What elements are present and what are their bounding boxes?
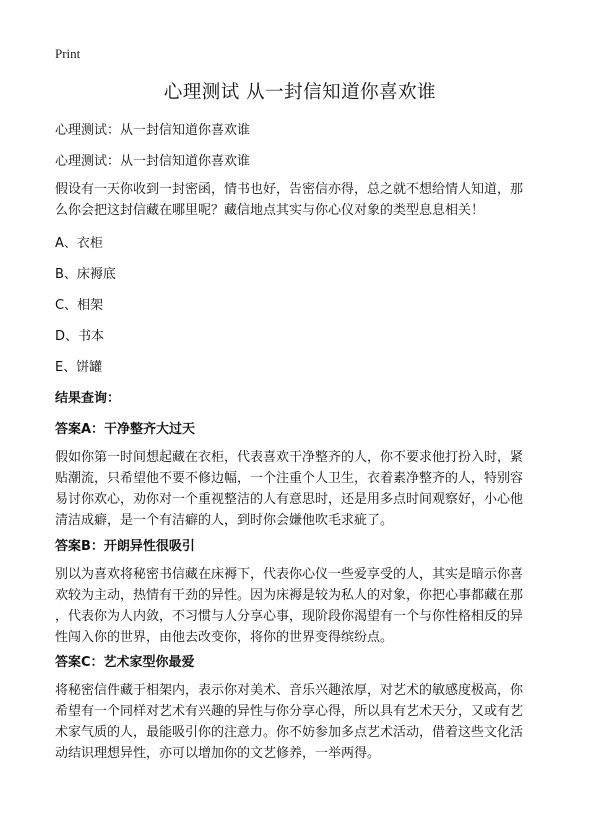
paragraph-line: 动结识理想异性，亦可以增加你的文艺修养，一举两得。 xyxy=(55,746,381,761)
paragraph-line: 假如你第一时间想起藏在衣柜，代表喜欢干净整齐的人，你不要求他打扮入时，紧 xyxy=(55,450,524,465)
print-link[interactable]: Print xyxy=(55,46,81,61)
results-heading: 结果查询： xyxy=(55,391,121,406)
answer-c-heading: 答案C：艺术家型你最爱 xyxy=(55,655,195,670)
paragraph-line: 贴潮流，只希望他不要不修边幅，一个注重个人卫生，衣着素净整齐的人，特别容 xyxy=(55,471,524,486)
answer-b-heading: 答案B：开朗异性很吸引 xyxy=(55,539,195,554)
paragraph-line: 将秘密信件藏于相架内，表示你对美术、音乐兴趣浓厚，对艺术的敏感度极高，你 xyxy=(55,683,524,698)
question-paragraph xyxy=(55,179,555,221)
page-title: 心理测试 从一封信知道你喜欢谁 xyxy=(163,82,437,103)
paragraph-line: 么你会把这封信藏在哪里呢？藏信地点其实与你心仪对象的类型息息相关！ xyxy=(55,203,485,218)
option-d: D、书本 xyxy=(55,329,105,344)
subtitle-line: 心理测试：从一封信知道你喜欢谁 xyxy=(55,123,251,138)
option-c: C、相架 xyxy=(55,298,104,313)
answer-a-heading: 答案A：干净整齐大过天 xyxy=(55,422,196,437)
paragraph-line: 假设有一天你收到一封密函，情书也好，告密信亦得，总之就不想给情人知道，那 xyxy=(55,182,524,197)
option-b: B、床褥底 xyxy=(55,267,116,282)
option-e: E、饼罐 xyxy=(55,360,103,375)
option-a: A、衣柜 xyxy=(55,236,103,251)
answer-b-paragraph xyxy=(55,564,555,648)
paragraph-line: 易讨你欢心，劝你对一个重视整洁的人有意思时，还是用多点时间观察好，小心他 xyxy=(55,492,524,507)
answer-a-paragraph xyxy=(55,447,555,531)
subtitle-line: 心理测试：从一封信知道你喜欢谁 xyxy=(55,154,251,169)
paragraph-line: 性闯入你的世界，由他去改变你，将你的世界变得缤纷点。 xyxy=(55,630,394,645)
paragraph-line: 希望有一个同样对艺术有兴趣的异性与你分享心得，所以具有艺术天分，又或有艺 xyxy=(55,704,524,719)
paragraph-line: 别以为喜欢将秘密书信藏在床褥下，代表你心仪一些爱享受的人，其实是暗示你喜 xyxy=(55,567,524,582)
paragraph-line: ，代表你为人内敛，不习惯与人分享心事，现阶段你渴望有一个与你性格相反的异 xyxy=(55,609,524,624)
paragraph-line: 清洁成癖，是一个有洁癖的人，到时你会嫌他吹毛求疵了。 xyxy=(55,513,394,528)
paragraph-line: 术家气质的人，最能吸引你的注意力。你不妨参加多点艺术活动，借着这些文化活 xyxy=(55,725,524,740)
paragraph-line: 欢较为主动，热情有干劲的异性。因为床褥是较为私人的对象，你把心事都藏在那 xyxy=(55,588,524,603)
answer-c-paragraph xyxy=(55,680,555,764)
